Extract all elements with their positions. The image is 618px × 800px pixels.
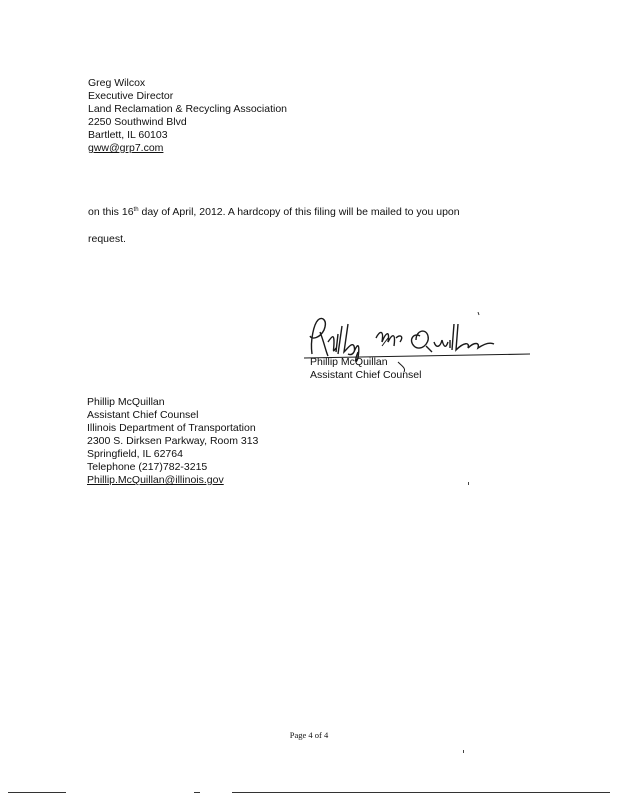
sender-name: Phillip McQuillan (87, 396, 165, 408)
date-rest: day of April, 2012. A hardcopy of this filing will be mailed to you upon (138, 206, 460, 218)
signature-title: Assistant Chief Counsel (310, 369, 422, 381)
recipient-address (88, 77, 287, 155)
recipient-organization: Land Reclamation & Recycling Association (88, 103, 288, 115)
recipient-street: 2250 Southwind Blvd (88, 116, 187, 128)
signature-block (310, 356, 421, 382)
recipient-title: Executive Director (88, 90, 174, 102)
bottom-edge-rule (232, 792, 610, 793)
bottom-edge-rule (194, 792, 200, 793)
sender-organization: Illinois Department of Transportation (87, 422, 256, 434)
page-number: Page 4 of 4 (289, 730, 329, 740)
filing-date-sentence (88, 206, 460, 218)
bottom-edge-rule (8, 792, 66, 793)
recipient-name: Greg Wilcox (88, 77, 146, 89)
sender-city: Springfield, IL 62764 (87, 448, 183, 460)
request-line: request. (88, 233, 126, 245)
sender-address (87, 396, 258, 487)
scan-speck (468, 482, 469, 485)
date-prefix: on this 16 (88, 206, 134, 218)
recipient-city: Bartlett, IL 60103 (88, 129, 168, 141)
signature-name: Phillip McQuillan (310, 356, 388, 368)
sender-email-link[interactable]: Phillip.McQuillan@illinois.gov (87, 474, 224, 486)
sender-title: Assistant Chief Counsel (87, 409, 199, 421)
sender-phone: Telephone (217)782-3215 (87, 461, 208, 473)
sender-street: 2300 S. Dirksen Parkway, Room 313 (87, 435, 259, 447)
recipient-email-link[interactable]: gww@grp7.com (88, 142, 164, 154)
date-ordinal-suffix: th (133, 207, 139, 213)
scan-speck (463, 750, 464, 753)
